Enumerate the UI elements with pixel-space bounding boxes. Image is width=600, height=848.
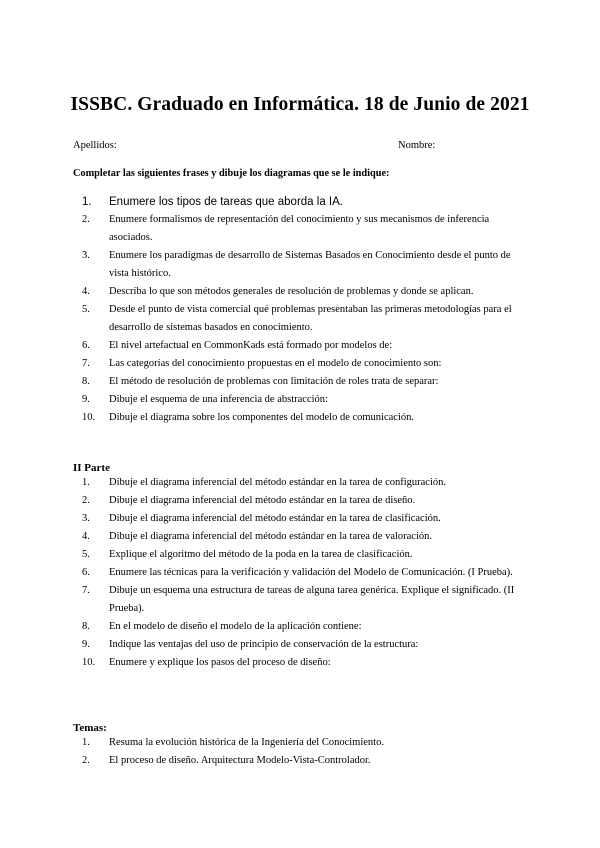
page-title: ISSBC. Graduado en Informática. 18 de Junio de 2021 bbox=[70, 94, 530, 115]
list-item bbox=[82, 752, 522, 770]
item-number: 10. bbox=[82, 657, 96, 668]
list-item bbox=[82, 283, 522, 301]
list-item bbox=[82, 355, 522, 373]
item-text: Enumere los tipos de tareas que aborda la IA. bbox=[109, 196, 343, 208]
list-item bbox=[82, 492, 522, 510]
temas-list bbox=[82, 734, 522, 770]
item-text: El método de resolución de problemas con limitación de roles trata de separar: bbox=[109, 376, 439, 387]
item-number: 6. bbox=[82, 567, 90, 578]
list-item bbox=[82, 582, 522, 618]
list-item bbox=[82, 211, 522, 247]
list-item bbox=[82, 618, 522, 636]
list-item bbox=[82, 564, 522, 582]
nombre-label: Nombre: bbox=[398, 140, 436, 151]
item-text: Explique el algoritmo del método de la poda en la tarea de clasificación. bbox=[109, 549, 413, 560]
item-text: Enumere formalismos de representación del conocimiento y sus mecanismos de inferencia asociados. bbox=[109, 214, 490, 243]
item-number: 8. bbox=[82, 621, 90, 632]
item-number: 7. bbox=[82, 585, 90, 596]
item-text: En el modelo de diseño el modelo de la aplicación contiene: bbox=[109, 621, 362, 632]
list-item bbox=[82, 528, 522, 546]
part2-heading: II Parte bbox=[73, 462, 110, 474]
item-number: 4. bbox=[82, 531, 90, 542]
list-item bbox=[82, 193, 522, 211]
list-item bbox=[82, 391, 522, 409]
list-item bbox=[82, 636, 522, 654]
item-number: 7. bbox=[82, 358, 90, 369]
list-item bbox=[82, 337, 522, 355]
item-number: 2. bbox=[82, 214, 90, 225]
list-item bbox=[82, 409, 522, 427]
list-item bbox=[82, 474, 522, 492]
item-number: 8. bbox=[82, 376, 90, 387]
item-number: 2. bbox=[82, 755, 90, 766]
item-text: Dibuje el diagrama inferencial del método estándar en la tarea de clasificación. bbox=[109, 513, 441, 524]
item-text: Desde el punto de vista comercial qué problemas presentaban las primeras metodologías para el desarrollo de sistemas basados en conocimiento. bbox=[109, 304, 512, 333]
apellidos-label: Apellidos: bbox=[73, 140, 117, 151]
item-number: 1. bbox=[82, 477, 90, 488]
item-text: Dibuje el diagrama inferencial del método estándar en la tarea de diseño. bbox=[109, 495, 416, 506]
item-number: 10. bbox=[82, 412, 96, 423]
item-number: 1. bbox=[82, 196, 92, 208]
item-text: Dibuje un esquema una estructura de tareas de alguna tarea genérica. Explique el significado. (II Prueba). bbox=[109, 585, 515, 614]
item-text: Describa lo que son métodos generales de resolución de problemas y donde se aplican. bbox=[109, 286, 474, 297]
list-item bbox=[82, 247, 522, 283]
list-item bbox=[82, 546, 522, 564]
part1-question-list bbox=[82, 193, 522, 427]
list-item bbox=[82, 301, 522, 337]
item-text: Enumere los paradigmas de desarrollo de Sistemas Basados en Conocimiento desde el punto de vista histórico. bbox=[109, 250, 511, 279]
item-text: El nivel artefactual en CommonKads está formado por modelos de: bbox=[109, 340, 393, 351]
temas-heading: Temas: bbox=[73, 722, 107, 734]
item-text: Enumere las técnicas para la verificación y validación del Modelo de Comunicación. (I Prueba). bbox=[109, 567, 513, 578]
item-text: Dibuje el diagrama inferencial del método estándar en la tarea de valoración. bbox=[109, 531, 433, 542]
part2-question-list bbox=[82, 474, 522, 672]
item-number: 6. bbox=[82, 340, 90, 351]
item-number: 9. bbox=[82, 639, 90, 650]
item-text: Indique las ventajas del uso de principio de conservación de la estructura: bbox=[109, 639, 419, 650]
item-text: El proceso de diseño. Arquitectura Modelo-Vista-Controlador. bbox=[109, 755, 371, 766]
list-item bbox=[82, 654, 522, 672]
item-text: Resuma la evolución histórica de la Ingeniería del Conocimiento. bbox=[109, 737, 384, 748]
item-text: Enumere y explique los pasos del proceso de diseño: bbox=[109, 657, 331, 668]
item-text: Las categorías del conocimiento propuestas en el modelo de conocimiento son: bbox=[109, 358, 442, 369]
list-item bbox=[82, 734, 522, 752]
item-text: Dibuje el diagrama sobre los componentes del modelo de comunicación. bbox=[109, 412, 414, 423]
item-number: 1. bbox=[82, 737, 90, 748]
item-text: Dibuje el esquema de una inferencia de abstracción: bbox=[109, 394, 328, 405]
item-number: 3. bbox=[82, 250, 90, 261]
item-number: 4. bbox=[82, 286, 90, 297]
list-item bbox=[82, 510, 522, 528]
item-number: 9. bbox=[82, 394, 90, 405]
item-text: Dibuje el diagrama inferencial del método estándar en la tarea de configuración. bbox=[109, 477, 447, 488]
item-number: 2. bbox=[82, 495, 90, 506]
list-item bbox=[82, 373, 522, 391]
item-number: 5. bbox=[82, 304, 90, 315]
item-number: 5. bbox=[82, 549, 90, 560]
item-number: 3. bbox=[82, 513, 90, 524]
instruction-text: Completar las siguientes frases y dibuje los diagramas que se le indique: bbox=[73, 168, 390, 179]
